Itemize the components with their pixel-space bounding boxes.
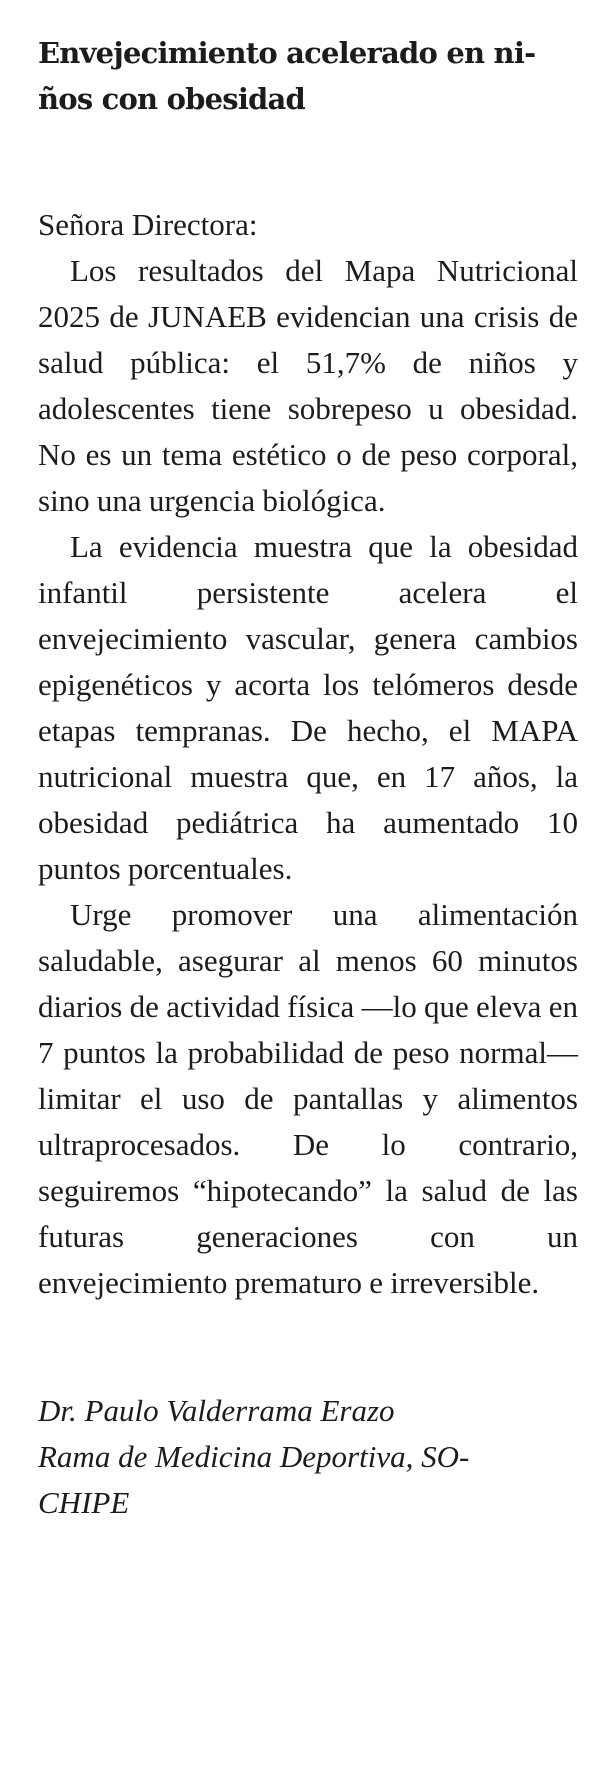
signature-affiliation-line-1: Rama de Medicina Deportiva, SO- bbox=[38, 1439, 470, 1474]
letter-title bbox=[38, 30, 578, 122]
paragraph-3: Urge promover una alimentación saludable, asegurar al menos 60 minutos diarios de actividad física —lo que eleva en 7 puntos la probabilidad de peso normal— limitar el uso de pantallas y alimentos ultraprocesados. De lo contrario, seguiremos “hipotecando” la salud de las futuras generaciones con un envejecimiento prematuro e irreversible. bbox=[38, 897, 578, 1300]
signature-affiliation-line-2: CHIPE bbox=[38, 1485, 130, 1520]
signature-name: Dr. Paulo Valderrama Erazo bbox=[38, 1393, 395, 1428]
letter-body bbox=[38, 248, 578, 1306]
salutation: Señora Directora: bbox=[38, 207, 258, 242]
letter-title-line-1: Envejecimiento acelerado en ni- bbox=[38, 36, 536, 70]
letter-title-line-2: ños con obesidad bbox=[38, 82, 305, 116]
paragraph-2: La evidencia muestra que la obesidad infantil persistente acelera el envejecimiento vascular, genera cambios epigenéticos y acorta los telómeros desde etapas tempranas. De hecho, el MAPA nutricional muestra que, en 17 años, la obesidad pediátrica ha aumentado 10 puntos porcentuales. bbox=[38, 529, 578, 886]
signature-block bbox=[38, 1388, 578, 1526]
letter-to-editor bbox=[38, 30, 578, 1526]
paragraph-1: Los resultados del Mapa Nutricional 2025 de JUNAEB evidencian una crisis de salud pública: el 51,7% de niños y adolescentes tiene sobrepeso u obesidad. No es un tema estético o de peso corporal, sino una urgencia biológica. bbox=[38, 253, 578, 518]
